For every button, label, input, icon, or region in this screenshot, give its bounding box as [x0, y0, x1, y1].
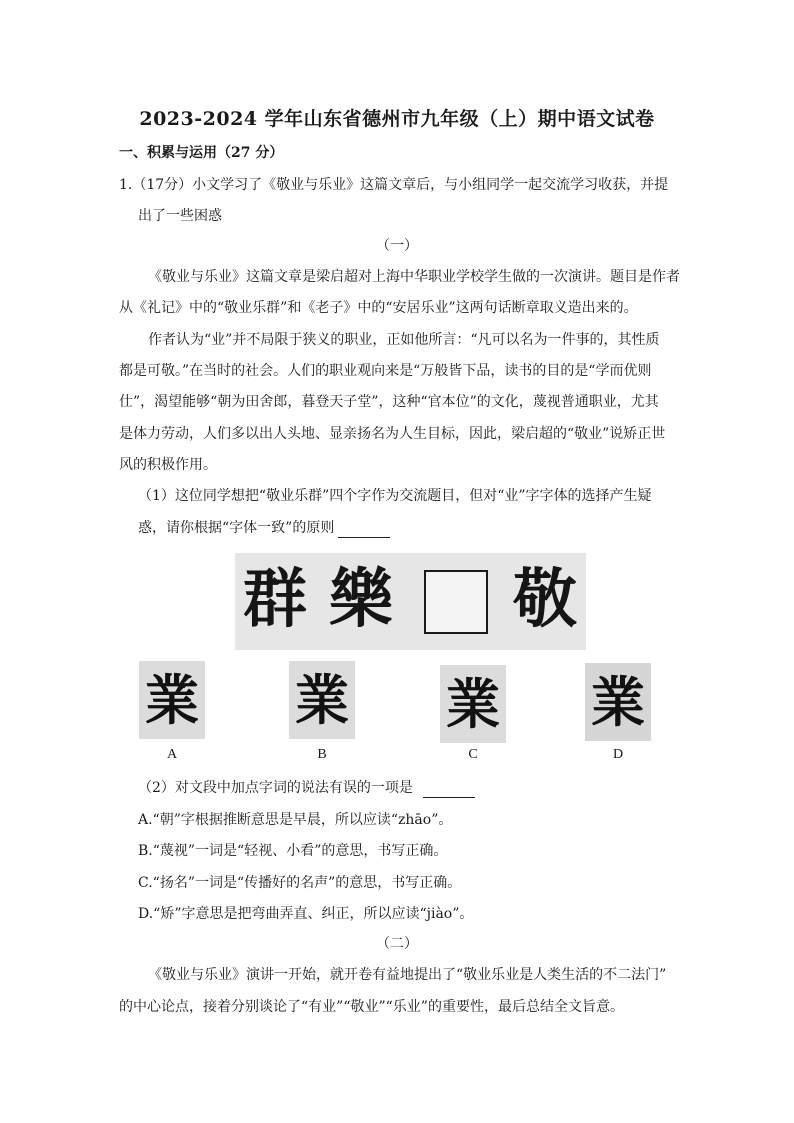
option-d-label: D — [612, 747, 624, 762]
passage-line: 从《礼记》中的“敬业乐群”和《老子》中的“安居乐业”这两句话断章取义造出来的。 — [119, 300, 638, 316]
subquestion-1-line-1: （1）这位同学想把“敬业乐群”四个字作为交流题目，但对“业”字字体的选择产生疑 — [138, 488, 652, 504]
choice-b: B.“蔑视”一词是“轻视、小看”的意思，书写正确。 — [138, 843, 448, 859]
option-d-glyph: 業 — [585, 663, 651, 741]
subquestion-2: （2）对文段中加点字词的说法有误的一项是 — [138, 778, 475, 798]
option-a-label: A — [166, 747, 178, 762]
calligraphy-char: 敬 — [513, 562, 577, 637]
calligraphy-strip — [235, 553, 586, 650]
choice-c: C.“扬名”一词是“传播好的名声”的意思，书写正确。 — [138, 875, 462, 891]
passage-line: 风的积极作用。 — [119, 457, 217, 473]
passage-line: 仕”，渴望能够“朝为田舍郎，暮登天子堂”，这种“官本位”的文化，蔑视普通职业，尤其 — [119, 394, 659, 410]
calligraphy-char: 群 — [243, 562, 307, 637]
exam-title: 2023-2024 学年山东省德州市九年级（上）期中语文试卷 — [139, 108, 655, 130]
question-1-line-2: 出了一些困惑 — [138, 208, 222, 224]
option-c-glyph: 業 — [440, 665, 506, 743]
option-a-glyph: 業 — [139, 661, 205, 739]
question-1-line-1: 1.（17分）小文学习了《敬业与乐业》这篇文章后，与小组同学一起交流学习收获，并提 — [119, 177, 669, 193]
choice-d: D.“矫”字意思是把弯曲弄直、纠正，所以应读“jiào”。 — [138, 906, 474, 922]
subquestion-1-line-2: 惑，请你根据“字体一致”的原则 — [138, 518, 390, 538]
answer-blank[interactable] — [338, 523, 390, 538]
choice-a: A.“朝”字根据推断意思是早晨，所以应读“zhāo”。 — [138, 812, 453, 828]
passage-line: 都是可敬。”在当时的社会。人们的职业观向来是“万般皆下品，读书的目的是“学而优则 — [119, 363, 652, 379]
option-b-label: B — [317, 747, 327, 762]
passage-line: 是体力劳动，人们多以出人头地、显亲扬名为人生目标，因此，梁启超的“敬业”说矫正世 — [119, 426, 666, 442]
missing-character-box — [424, 570, 488, 634]
section-heading: 一、积累与运用（27 分） — [119, 145, 284, 161]
passage-line: 《敬业与乐业》演讲一开始，就开卷有益地提出了“敬业乐业是人类生活的不二法门” — [148, 967, 667, 983]
option-b-glyph: 業 — [289, 661, 355, 739]
passage-line: 《敬业与乐业》这篇文章是梁启超对上海中华职业学校学生做的一次演讲。题目是作者 — [148, 269, 680, 285]
option-c-label: C — [468, 747, 478, 762]
part-one-heading: （一） — [376, 238, 418, 254]
part-two-heading: （二） — [376, 936, 418, 952]
passage-line: 作者认为“业”并不局限于狭义的职业，正如他所言：“凡可以名为一件事的，其性质 — [148, 332, 660, 348]
passage-line: 的中心论点，接着分别谈论了“有业”“敬业”“乐业”的重要性，最后总结全文旨意。 — [119, 999, 624, 1015]
calligraphy-char: 樂 — [329, 562, 393, 637]
answer-blank[interactable] — [423, 783, 475, 798]
